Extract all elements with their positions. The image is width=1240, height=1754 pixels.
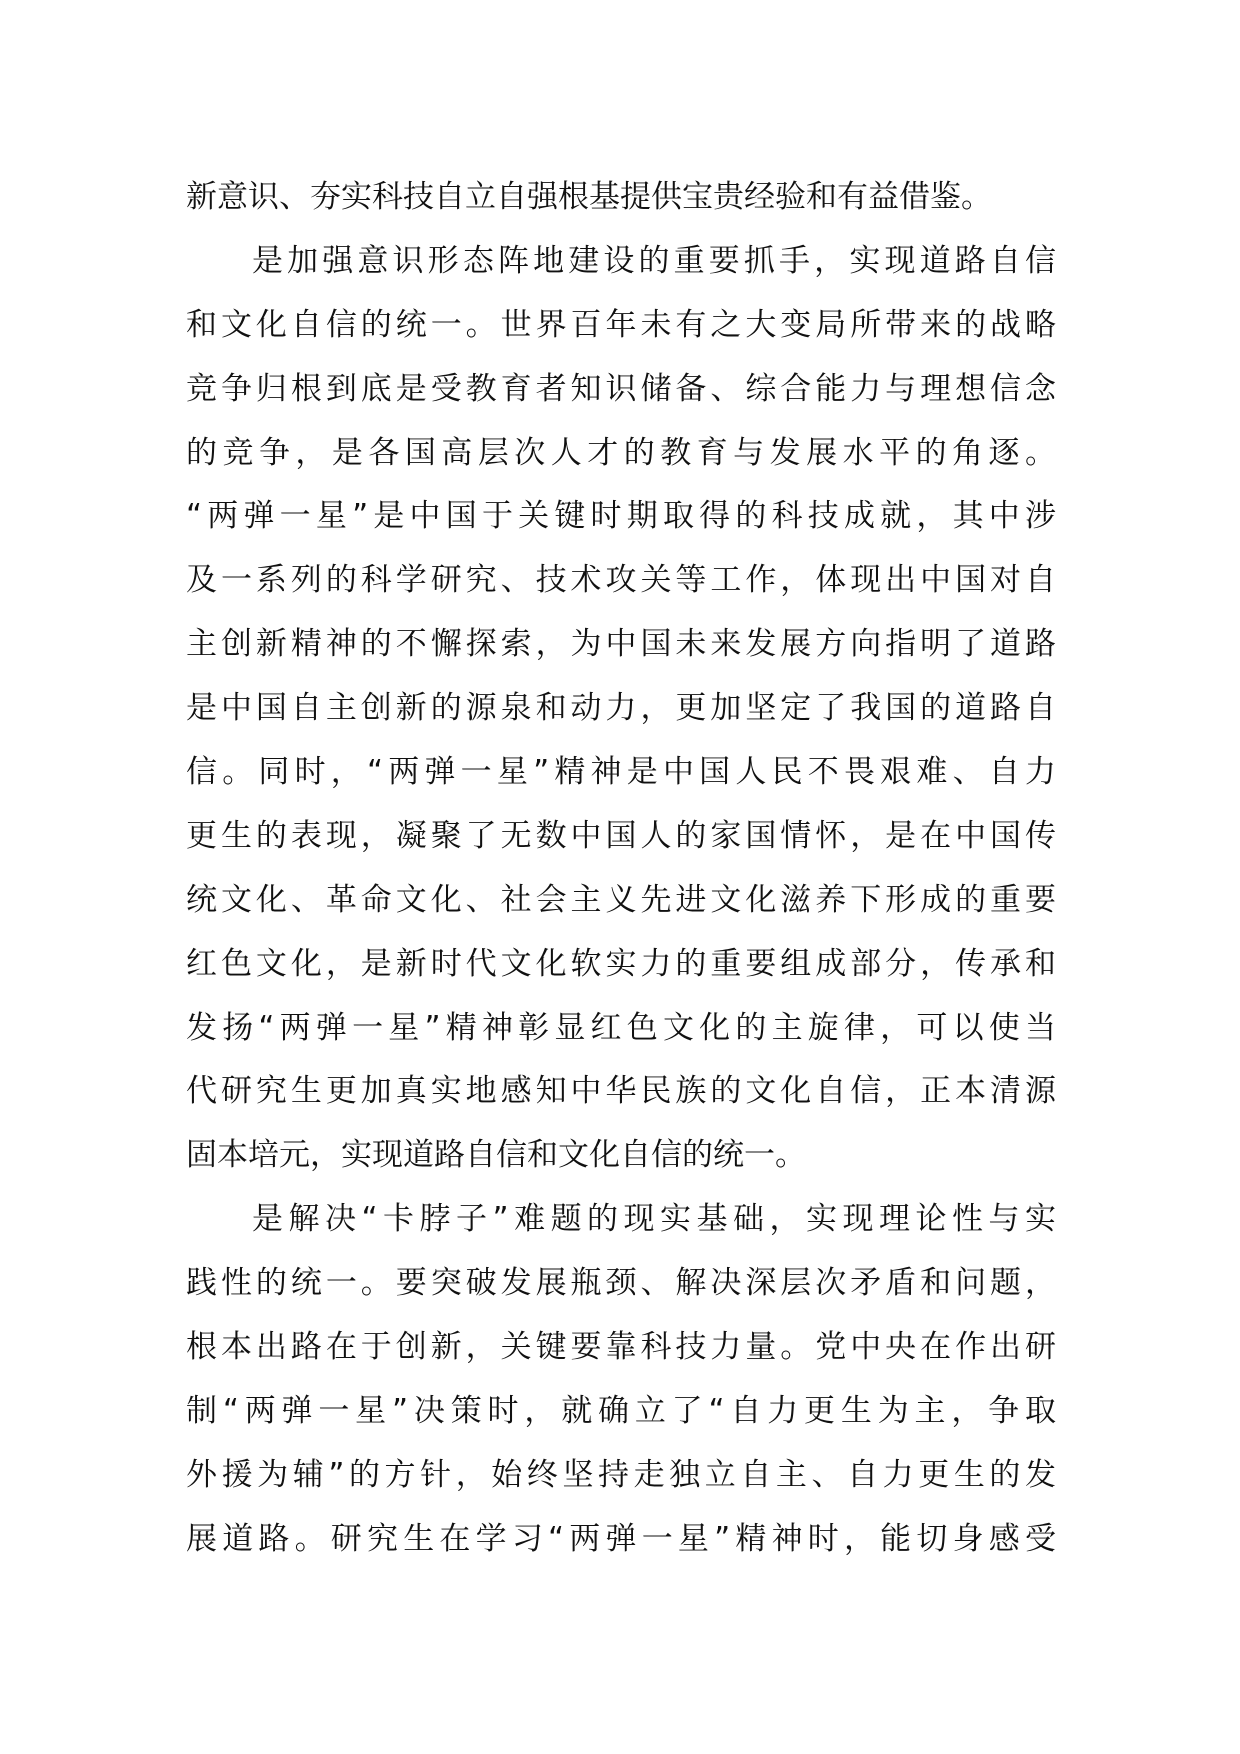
text-line: 新意识、夯实科技自立自强根基提供宝贵经验和有益借鉴。 bbox=[186, 179, 992, 215]
text-line: “两弹一星”是中国于关键时期取得的科技成就，其中涉 bbox=[186, 498, 1056, 535]
text-line: 主创新精神的不懈探索，为中国未来发展方向指明了道路 bbox=[186, 626, 1056, 663]
text-line: 及一系列的科学研究、技术攻关等工作，体现出中国对自 bbox=[186, 562, 1056, 599]
text-line: 践性的统一。要突破发展瓶颈、解决深层次矛盾和问题， bbox=[186, 1265, 1056, 1302]
paragraph-first-line: 是加强意识形态阵地建设的重要抓手，实现道路自信 bbox=[252, 242, 1056, 279]
text-line: 的竞争，是各国高层次人才的教育与发展水平的角逐。 bbox=[186, 434, 1056, 471]
text-line: 根本出路在于创新，关键要靠科技力量。党中央在作出研 bbox=[186, 1329, 1056, 1366]
text-line: 代研究生更加真实地感知中华民族的文化自信，正本清源 bbox=[186, 1073, 1056, 1110]
text-line: 制“两弹一星”决策时，就确立了“自力更生为主，争取 bbox=[186, 1392, 1056, 1429]
text-line: 统文化、革命文化、社会主义先进文化滋养下形成的重要 bbox=[186, 881, 1056, 918]
text-line: 是中国自主创新的源泉和动力，更加坚定了我国的道路自 bbox=[186, 690, 1056, 727]
text-line: 更生的表现，凝聚了无数中国人的家国情怀，是在中国传 bbox=[186, 817, 1056, 854]
text-line: 竞争归根到底是受教育者知识储备、综合能力与理想信念 bbox=[186, 370, 1056, 407]
text-line: 信。同时，“两弹一星”精神是中国人民不畏艰难、自力 bbox=[186, 754, 1056, 791]
text-line: 红色文化，是新时代文化软实力的重要组成部分，传承和 bbox=[186, 945, 1056, 982]
body-text bbox=[186, 166, 1056, 1572]
text-line: 和文化自信的统一。世界百年未有之大变局所带来的战略 bbox=[186, 306, 1056, 343]
text-line: 外援为辅”的方针，始终坚持走独立自主、自力更生的发 bbox=[186, 1456, 1056, 1493]
text-line: 展道路。研究生在学习“两弹一星”精神时，能切身感受 bbox=[186, 1520, 1056, 1557]
text-line: 固本培元，实现道路自信和文化自信的统一。 bbox=[186, 1137, 806, 1174]
text-line: 发扬“两弹一星”精神彰显红色文化的主旋律，可以使当 bbox=[186, 1009, 1056, 1046]
paragraph-first-line: 是解决“卡脖子”难题的现实基础，实现理论性与实 bbox=[252, 1201, 1056, 1238]
